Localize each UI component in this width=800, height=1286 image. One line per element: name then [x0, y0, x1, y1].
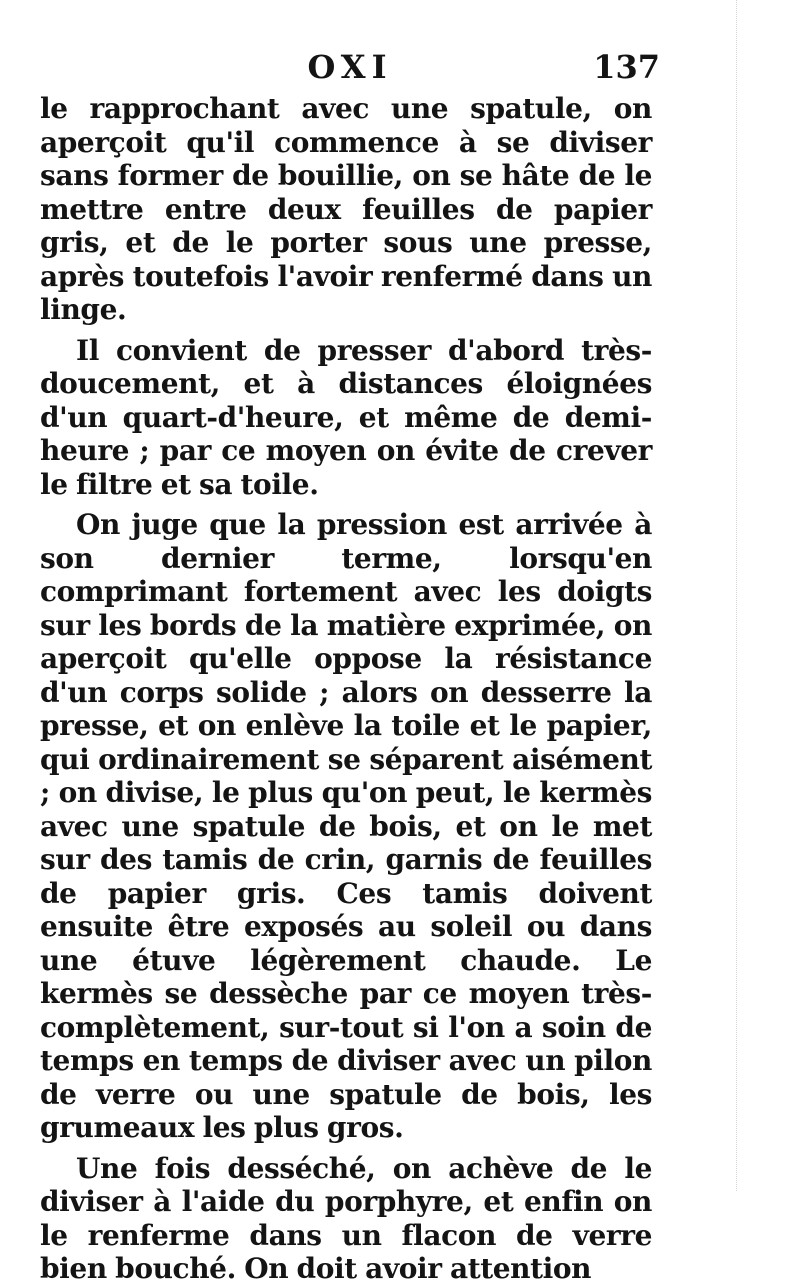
- body-text: [40, 92, 652, 1286]
- scan-margin-strip: [736, 0, 757, 1191]
- page-number: 137: [593, 48, 660, 86]
- paragraph-3: On juge que la pression est arrivée à son dernier terme, lorsqu'en comprimant fortement avec les doigts sur les bords de la matière exprimée, on aperçoit qu'elle oppose la résistance d'un corps solide ; alors on desserre la presse, et on enlève la toile et le papier, qui ordinairement se séparent aisément ; on divise, le plus qu'on peut, le kermès avec une spatule de bois, et on le met sur des tamis de crin, garnis de feuilles de papier gris. Ces tamis doivent ensuite être exposés au soleil ou dans une étuve légèrement chaude. Le kermès se dessèche par ce moyen très-complètement, sur-tout si l'on a soin de temps en temps de diviser avec un pilon de verre ou une spatule de bois, les grumeaux les plus gros.: [40, 508, 652, 1144]
- paragraph-4: Une fois desséché, on achève de le diviser à l'aide du porphyre, et enfin on le renferme dans un flacon de verre bien bouché. On doit avoir attention: [40, 1151, 652, 1285]
- paragraph-2: Il convient de presser d'abord très-doucement, et à distances éloignées d'un quart-d'heure, et même de demi-heure ; par ce moyen on évite de crever le filtre et sa toile.: [40, 333, 652, 501]
- running-head: [40, 48, 660, 88]
- paragraph-1: le rapprochant avec une spatule, on aperçoit qu'il commence à se diviser sans former de bouillie, on se hâte de le mettre entre deux feuilles de papier gris, et de le porter sous une presse, après toutefois l'avoir renfermé dans un linge.: [40, 92, 652, 326]
- running-head-title: OXI: [307, 48, 393, 86]
